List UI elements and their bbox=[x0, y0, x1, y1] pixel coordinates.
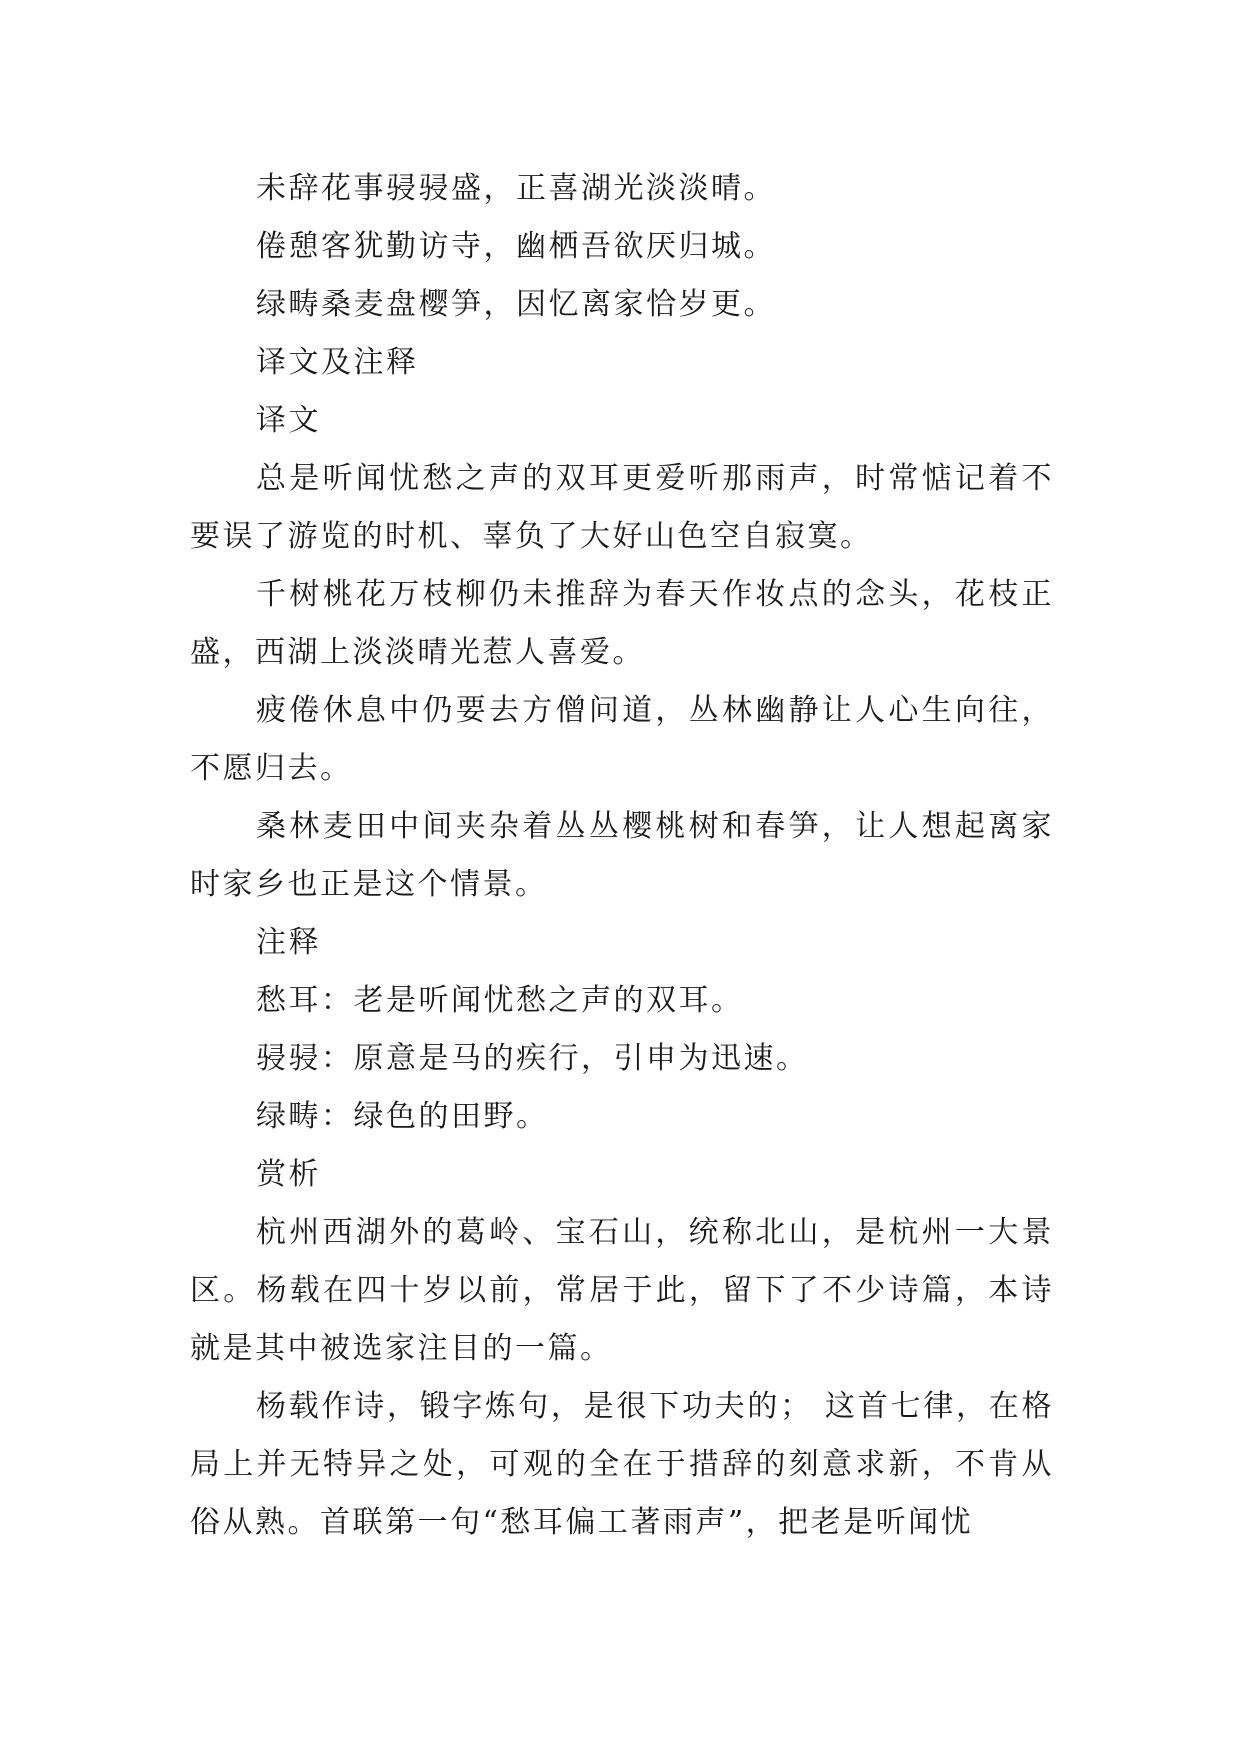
translation-paragraph-1: 总是听闻忧愁之声的双耳更爱听那雨声，时常惦记着不要误了游览的时机、辜负了大好山色空自寂寞。 bbox=[190, 461, 1054, 554]
poem-line-2: 倦憩客犹勤访寺，幽栖吾欲厌归城。 bbox=[256, 229, 776, 264]
translation-paragraph-3: 疲倦休息中仍要去方僧问道，丛林幽静让人心生向往，不愿归去。 bbox=[190, 693, 1054, 786]
document-body bbox=[190, 160, 1054, 1552]
section-heading-translation-notes: 译文及注释 bbox=[256, 345, 419, 380]
poem-line-1: 未辞花事骎骎盛，正喜湖光淡淡晴。 bbox=[256, 171, 776, 206]
section-heading-appreciation: 赏析 bbox=[256, 1157, 321, 1192]
translation-paragraph-2: 千树桃花万枝柳仍未推辞为春天作妆点的念头，花枝正盛，西湖上淡淡晴光惹人喜爱。 bbox=[190, 577, 1054, 670]
appreciation-paragraph-2: 杨载作诗，锻字炼句，是很下功夫的； 这首七律，在格局上并无特异之处，可观的全在于措辞的刻意求新，不肯从俗从熟。首联第一句“愁耳偏工著雨声”，把老是听闻忧 bbox=[190, 1389, 1054, 1540]
appreciation-paragraph-1: 杭州西湖外的葛岭、宝石山，统称北山，是杭州一大景区。杨载在四十岁以前，常居于此，留下了不少诗篇，本诗就是其中被选家注目的一篇。 bbox=[190, 1215, 1054, 1366]
note-item-3: 绿畴：绿色的田野。 bbox=[256, 1099, 549, 1134]
translation-paragraph-4: 桑林麦田中间夹杂着丛丛樱桃树和春笋，让人想起离家时家乡也正是这个情景。 bbox=[190, 809, 1054, 902]
note-item-1: 愁耳：老是听闻忧愁之声的双耳。 bbox=[256, 983, 744, 1018]
poem-line-3: 绿畴桑麦盘樱笋，因忆离家恰岁更。 bbox=[256, 287, 776, 322]
subheading-translation: 译文 bbox=[256, 403, 321, 438]
note-item-2: 骎骎：原意是马的疾行，引申为迅速。 bbox=[256, 1041, 809, 1076]
subheading-notes: 注释 bbox=[256, 925, 321, 960]
